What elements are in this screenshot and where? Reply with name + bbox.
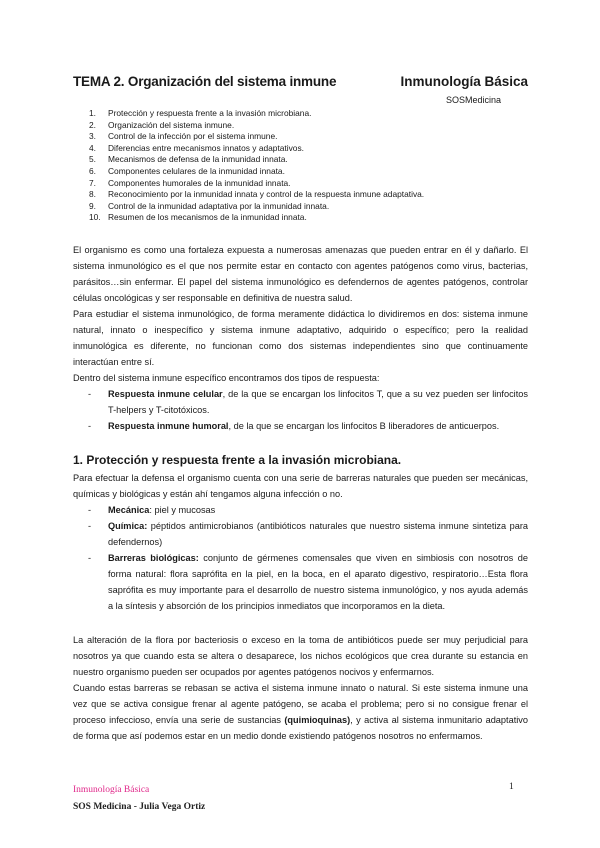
section-paragraph: [73, 680, 528, 744]
list-item-term: Respuesta inmune celular: [108, 389, 223, 399]
toc-item: [89, 120, 424, 132]
paragraph-text: , y activa al sistema inmunitario adaptativo de forma que así podemos estar en un medio donde existiendo patógenos nosotros no enfermamos.: [73, 715, 528, 741]
table-of-contents: [89, 108, 424, 224]
toc-text: Control de la infección por el sistema inmune.: [108, 131, 278, 142]
intro-section: [73, 242, 528, 434]
list-item-term: Respuesta inmune humoral: [108, 421, 229, 431]
footer-author: SOS Medicina - Julia Vega Ortiz: [73, 802, 206, 812]
toc-number: 6.: [89, 165, 96, 176]
toc-number: 9.: [89, 200, 96, 211]
dash-bullet: -: [88, 505, 92, 515]
list-item: [73, 502, 528, 518]
page-number: 1: [509, 782, 514, 792]
toc-item: [89, 143, 424, 155]
list-item-text: : piel y mucosas: [149, 505, 216, 515]
list-item-text: péptidos antimicrobianos (antibióticos naturales que nuestro sistema inmune sintetiza para defendernos): [108, 521, 528, 547]
intro-paragraph: El organismo es como una fortaleza expuesta a numerosas amenazas que pueden entrar en él y dañarlo. El sistema inmunológico es el que nos permite estar en contacto con agentes patógenos como virus, bacterias, parásitos…sin enfermar. El papel del sistema inmunológico es defendernos de agentes patógenos, controlar células oncológicas y ser responsable en definitiva de nuestra salud.: [73, 245, 528, 303]
toc-text: Componentes humorales de la inmunidad innata.: [108, 177, 291, 188]
toc-item: [89, 166, 424, 178]
barriers-list: [73, 502, 528, 614]
toc-text: Mecanismos de defensa de la inmunidad innata.: [108, 154, 288, 165]
toc-item: [89, 189, 424, 201]
dash-bullet: -: [88, 389, 92, 399]
toc-item: [89, 154, 424, 166]
list-item-text: , de la que se encargan los linfocitos B liberadores de anticuerpos.: [228, 421, 500, 431]
list-item-term: Mecánica: [108, 505, 150, 515]
intro-paragraph: Para estudiar el sistema inmunológico, de forma meramente didáctica lo dividiremos en dos: sistema inmune natural, innato o inespecífico y sistema inmune adaptativo, adquirido o específico; pero la realidad inmunológica es diferente, no funcionan como dos sistemas independientes sino que continuamente interactúan entre sí.: [73, 309, 528, 367]
section-paragraph: Para efectuar la defensa el organismo cuenta con una serie de barreras naturales que pueden ser mecánicas, químicas y biológicas y están ahí tengamos alguna infección o no.: [73, 473, 528, 499]
section1-body: [73, 470, 528, 614]
toc-number: 10.: [89, 212, 101, 223]
toc-number: 7.: [89, 177, 96, 188]
toc-item: [89, 108, 424, 120]
toc-text: Control de la inmunidad adaptativa por la inmunidad innata.: [108, 200, 330, 211]
list-item: [73, 386, 528, 418]
list-item: [73, 418, 528, 434]
section-paragraph: La alteración de la flora por bacteriosis o exceso en la toma de antibióticos puede ser muy perjudicial para nosotros ya que cuando esta se altera o desaparece, los nichos ecológicos que crea durante su estancia en nuestro organismo pueden ser ocupados por agentes patógenos nocivos y enfermarnos.: [73, 635, 528, 677]
toc-number: 8.: [89, 189, 96, 200]
list-item: [73, 518, 528, 550]
toc-text: Reconocimiento por la inmunidad innata y control de la respuesta inmune adaptativa.: [108, 189, 425, 200]
dash-bullet: -: [88, 421, 92, 431]
list-item-text: , de la que se encargan los linfocitos T, que a su vez pueden ser linfocitos T-helpers y T-citotóxicos.: [108, 389, 528, 415]
paragraph-text: Cuando estas barreras se rebasan se activa el sistema inmune innato o natural. Si este sistema inmune una vez que se activa consigue frenar al agente patógeno, se acaba el problema; pero si no consigue frenar el proceso infeccioso, envía una serie de sustancias: [73, 683, 528, 725]
toc-item: [89, 131, 424, 143]
page-footer: [73, 782, 205, 816]
list-item: [73, 550, 528, 614]
list-item-term: Química:: [108, 521, 148, 531]
toc-text: Componentes celulares de la inmunidad innata.: [108, 165, 285, 176]
header-brand-sub: SOSMedicina: [445, 95, 501, 105]
intro-paragraph: Dentro del sistema inmune específico encontramos dos tipos de respuesta:: [73, 373, 380, 383]
header-brand: Inmunología Básica: [400, 74, 528, 89]
footer-brand: Inmunología Básica: [73, 785, 150, 795]
toc-number: 5.: [89, 154, 96, 165]
toc-text: Protección y respuesta frente a la invasión microbiana.: [108, 108, 312, 118]
dash-bullet: -: [88, 521, 92, 531]
toc-number: 2.: [89, 119, 96, 130]
document-title: TEMA 2. Organización del sistema inmune: [73, 74, 337, 89]
toc-text: Diferencias entre mecanismos innatos y adaptativos.: [108, 142, 304, 153]
toc-number: 1.: [89, 108, 96, 118]
response-types-list: [73, 386, 528, 434]
toc-number: 4.: [89, 142, 96, 153]
toc-item: [89, 201, 424, 213]
section1-body-continued: [73, 632, 528, 744]
toc-item: [89, 212, 424, 224]
page-header: [73, 74, 528, 110]
list-item-text: conjunto de gérmenes comensales que viven en simbiosis con nosotros de forma natural: flora saprófita en la piel, en la boca, en el aparato digestivo, respiratorio…Esta flora saprófita es muy importante para el desarrollo de nuestro sistema inmunológico, y nos ayuda además a la síntesis y absorción de los principios inmediatos que incorporamos en la dieta.: [108, 553, 528, 611]
list-item-term: Barreras biológicas:: [108, 553, 199, 563]
dash-bullet: -: [88, 553, 92, 563]
section-heading: 1. Protección y respuesta frente a la invasión microbiana.: [73, 453, 402, 467]
toc-number: 3.: [89, 131, 96, 142]
toc-text: Organización del sistema inmune.: [108, 119, 235, 130]
toc-text: Resumen de los mecanismos de la inmunidad innata.: [108, 212, 307, 223]
paragraph-bold-term: (quimioquinas): [284, 715, 351, 725]
toc-item: [89, 178, 424, 190]
